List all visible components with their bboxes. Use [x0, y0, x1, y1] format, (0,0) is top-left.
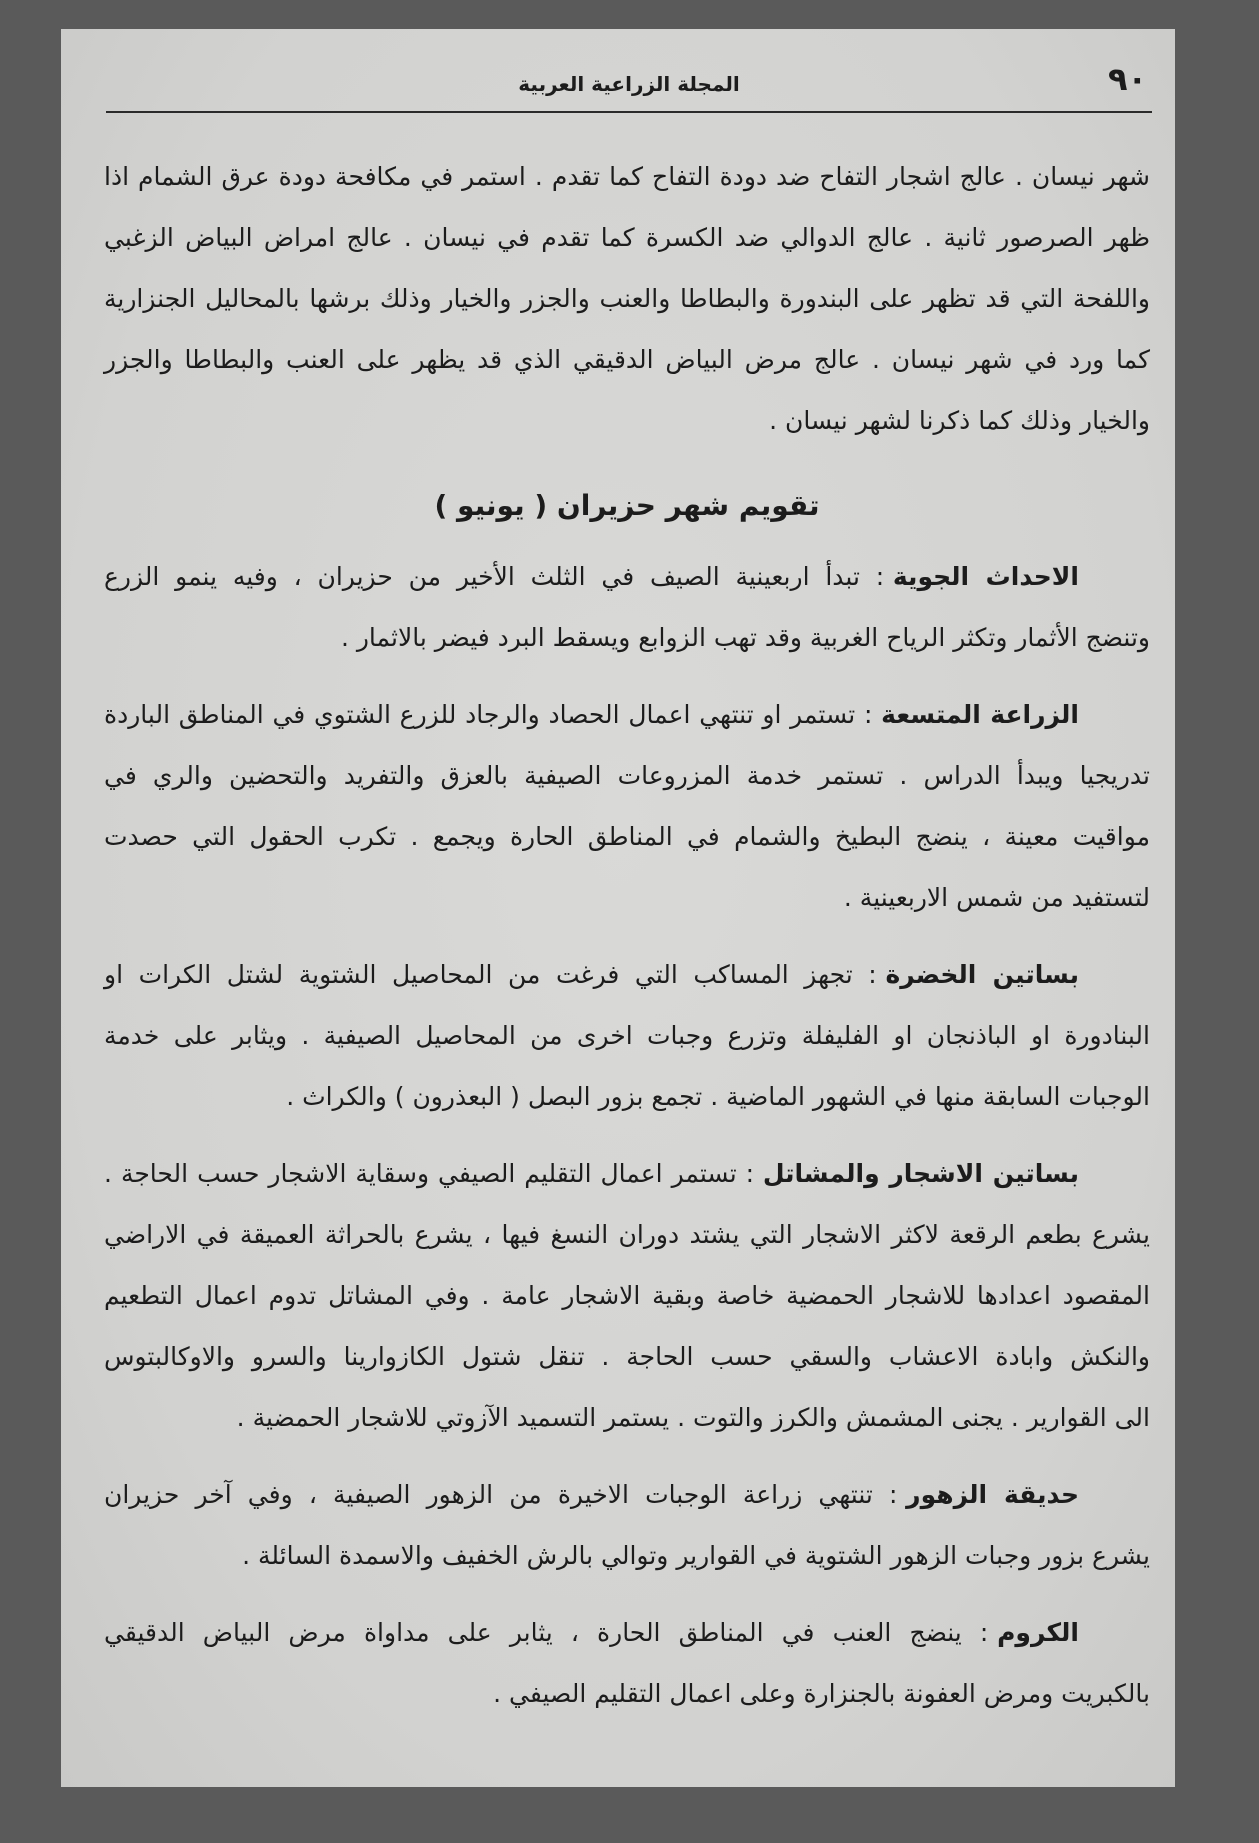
text-line: شهر نيسان . عالج اشجار التفاح ضد دودة التفاح كما تقدم . استمر في مكافحة دودة عرق الشمام اذا — [104, 162, 1150, 191]
header-rule — [106, 111, 1152, 113]
text-line — [104, 1143, 1150, 1204]
text-line — [104, 1602, 1150, 1663]
paragraph-lead: الزراعة المتسعة — [881, 700, 1079, 729]
text-line: لتستفيد من شمس الاربعينية . — [843, 883, 1150, 912]
paragraph-vegetable-gardens — [104, 944, 1150, 1127]
line-text: : تستمر او تنتهي اعمال الحصاد والرجاد للزرع الشتوي في المناطق الباردة — [104, 700, 873, 729]
text-line: البنادورة او الباذنجان او الفليفلة وتزرع وجبات اخرى من المحاصيل الصيفية . ويثابر على خدمة — [104, 1021, 1150, 1050]
text-line: يشرع بطعم الرقعة لاكثر الاشجار التي يشتد دوران النسغ فيها ، يشرع بالحراثة العميقة في الاراضي — [104, 1220, 1150, 1249]
body-text — [104, 146, 1150, 1724]
text-line — [104, 944, 1150, 1005]
text-line: الى القوارير . يجنى المشمش والكرز والتوت . يستمر التسميد الآزوتي للاشجار الحمضية . — [236, 1403, 1150, 1432]
paragraph-lead: بساتين الخضرة — [885, 960, 1079, 989]
paragraph-lead: الكروم — [997, 1618, 1079, 1647]
paragraph-lead: حديقة الزهور — [906, 1480, 1079, 1509]
paragraph-lead: الاحداث الجوية — [892, 562, 1079, 591]
line-text: : تجهز المساكب التي فرغت من المحاصيل الشتوية لشتل الكرات او — [104, 960, 877, 989]
paragraph-vineyards — [104, 1602, 1150, 1724]
text-line: الوجبات السابقة منها في الشهور الماضية . تجمع بزور البصل ( البعذرون ) والكراث . — [286, 1082, 1150, 1111]
text-line: يشرع بزور وجبات الزهور الشتوية في القوارير وتوالي بالرش الخفيف والاسمدة السائلة . — [242, 1541, 1150, 1570]
text-line: تدريجيا ويبدأ الدراس . تستمر خدمة المزروعات الصيفية بالعزق والتفريد والتحضين والري في — [104, 761, 1150, 790]
text-line: المقصود اعدادها للاشجار الحمضية خاصة وبقية الاشجار عامة . وفي المشاتل تدوم اعمال التطعيم — [104, 1281, 1150, 1310]
paragraph-continued — [104, 146, 1150, 451]
text-line: وتنضج الأثمار وتكثر الرياح الغربية وقد تهب الزوابع ويسقط البرد فيضر بالاثمار . — [340, 623, 1150, 652]
paragraph-flower-garden — [104, 1464, 1150, 1586]
paragraph-orchards-nurseries — [104, 1143, 1150, 1448]
paragraph-extensive-farming — [104, 684, 1150, 928]
text-line: بالكبريت ومرض العفونة بالجنزارة وعلى اعمال التقليم الصيفي . — [493, 1679, 1150, 1708]
journal-title: المجلة الزراعية العربية — [518, 72, 740, 96]
calendar-sections — [104, 546, 1150, 1724]
section-heading: تقويم شهر حزيران ( يونيو ) — [434, 489, 820, 522]
paragraph-weather — [104, 546, 1150, 668]
text-line — [104, 546, 1150, 607]
page-number: ٩٠ — [1107, 60, 1147, 98]
line-text: : تستمر اعمال التقليم الصيفي وسقاية الاشجار حسب الحاجة . — [104, 1159, 755, 1188]
document-page — [61, 29, 1175, 1787]
text-line — [104, 1464, 1150, 1525]
paragraph-lead: بساتين الاشجار والمشاتل — [762, 1159, 1080, 1188]
line-text: : ينضج العنب في المناطق الحارة ، يثابر على مداواة مرض البياض الدقيقي — [104, 1618, 989, 1647]
text-line: والنكش وابادة الاعشاب والسقي حسب الحاجة . تنقل شتول الكازوارينا والسرو والاوكالبتوس — [104, 1342, 1150, 1371]
text-line — [104, 684, 1150, 745]
text-line: واللفحة التي قد تظهر على البندورة والبطاطا والعنب والجزر والخيار وذلك برشها بالمحاليل الجنزارية — [104, 284, 1150, 313]
text-line: والخيار وذلك كما ذكرنا لشهر نيسان . — [769, 406, 1150, 435]
line-text: : تبدأ اربعينية الصيف في الثلث الأخير من حزيران ، وفيه ينمو الزرع — [104, 562, 885, 591]
line-text: : تنتهي زراعة الوجبات الاخيرة من الزهور الصيفية ، وفي آخر حزيران — [104, 1480, 898, 1509]
text-line: ظهر الصرصور ثانية . عالج الدوالي ضد الكسرة كما تقدم في نيسان . عالج امراض البياض الزغبي — [104, 223, 1150, 252]
text-line: كما ورد في شهر نيسان . عالج مرض البياض الدقيقي الذي قد يظهر على العنب والبطاطا والجزر — [104, 345, 1150, 374]
text-line: مواقيت معينة ، ينضج البطيخ والشمام في المناطق الحارة ويجمع . تكرب الحقول التي حصدت — [104, 822, 1150, 851]
